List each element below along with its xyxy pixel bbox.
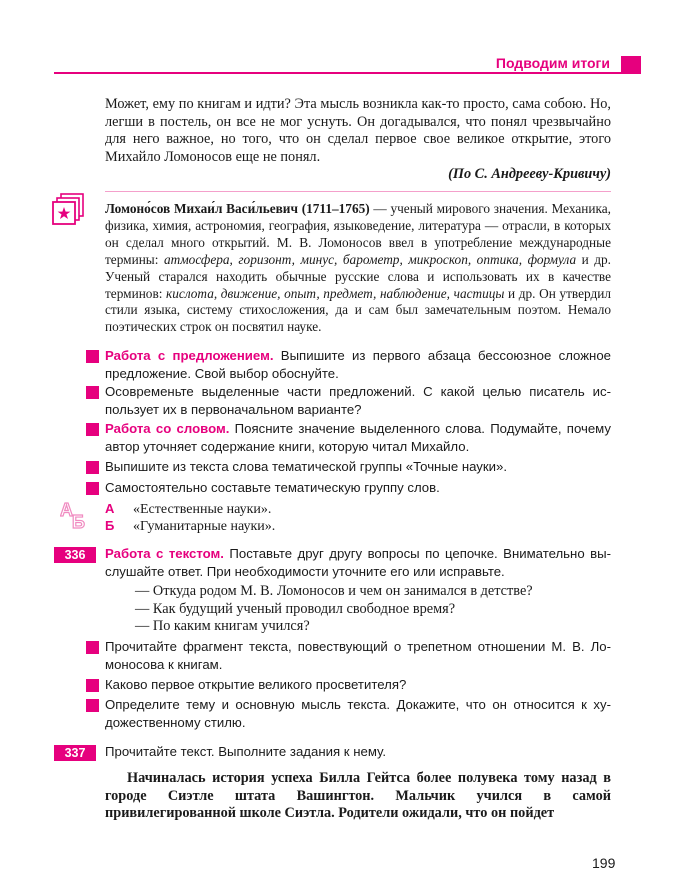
info-text-3: и др. Он утвердил стили языка, систему стихосложения, да и сам был замечательным поэтом. Немало поэтических строк он посвятил науке.	[105, 285, 611, 335]
info-divider	[105, 191, 611, 192]
task-item	[105, 479, 611, 497]
task-item	[105, 676, 611, 694]
dialog-questions	[135, 583, 615, 636]
task-text: Выпишите из первого абзаца бессоюзное сложное предложение. Свой выбор обоснуйте.	[105, 348, 611, 381]
task-item	[105, 638, 611, 673]
attribution: (По С. Андрееву-Кривичу)	[448, 166, 611, 183]
option-letter: Б	[105, 518, 115, 533]
task-text: Определите тему и основную мысль текста. Докажите, что он относится к художественному стилю.	[105, 697, 611, 730]
task-bullet	[86, 641, 99, 654]
task-bullet	[86, 386, 99, 399]
dialog-line: — Откуда родом М. В. Ломоносов и чем он занимался в детстве?	[135, 583, 533, 599]
task-bullet	[86, 423, 99, 436]
story-text-block	[105, 770, 611, 823]
terms-international: атмосфера, горизонт, минус, барометр, микроскоп, оптика, формула	[163, 251, 577, 267]
task-bullet	[86, 350, 99, 363]
option-b	[105, 517, 275, 535]
svg-text:А: А	[60, 500, 73, 520]
exercise-336-instruction	[105, 545, 611, 580]
dialog-line: — По каким книгам учился?	[135, 618, 310, 635]
task-text: Самостоятельно составьте тематическую группу слов.	[105, 480, 440, 495]
intro-paragraph: Может, ему по книгам и идти? Эта мысль возникла как-то просто, сама собою. Но, легши в постель, он все не мог уснуть. Он догадывался, что понял чрезвычайно для него важное, но того, что он сделал первое свое великое открытие, этого Михайло Ломоносов еще не понял.	[105, 96, 611, 165]
option-a	[105, 500, 271, 518]
reference-book-icon	[52, 193, 86, 227]
task-text: Прочитайте фрагмент текста, повествующий о трепетном отношении М. В. Ломоносова к книгам.	[105, 639, 611, 672]
story-paragraph: Начиналась история успеха Билла Гейтса более полувека тому назад в городе Сиэтле штата Вашингтон. Мальчик учился в самой привилегированной школе Сиэтла. Родители ожидали, что он пойдет	[105, 770, 611, 822]
svg-text:Б: Б	[72, 512, 85, 529]
person-name: Ломоно́сов Михаи́л Васи́льевич (1711–1765)	[105, 201, 370, 216]
exercise-number: 336	[54, 547, 96, 563]
exercise-337-instruction	[105, 743, 611, 761]
terms-russian: кислота, движение, опыт, предмет, наблюдение, частицы	[166, 285, 505, 301]
info-text-block	[105, 201, 611, 336]
task-item	[105, 696, 611, 731]
task-text: Прочитайте текст. Выполните задания к нему.	[105, 744, 386, 759]
task-text: Поставьте друг другу вопросы по цепочке. Внимательно выслушайте ответ. При необходимости уточните его или исправьте.	[105, 546, 611, 579]
task-item	[105, 458, 611, 476]
page-number: 199	[592, 855, 616, 871]
task-item	[105, 420, 611, 455]
task-text: Выпишите из текста слова тематической группы «Точные науки».	[105, 459, 508, 474]
task-bullet	[86, 699, 99, 712]
task-bullet	[86, 679, 99, 692]
info-text-1: — ученый мирового значения. Механика, физика, химия, астрономия, география, языковедение, литература — отрасли, в которых он сделал много открытий. М. В. Ломоносов ввел в употребление международные термины:	[105, 201, 611, 267]
task-label: Работа со словом.	[105, 421, 230, 436]
task-bullet	[86, 461, 99, 474]
ab-letters-icon	[60, 499, 90, 529]
section-title: Подводим итоги	[495, 55, 610, 71]
intro-text-block	[105, 96, 611, 184]
task-bullet	[86, 482, 99, 495]
task-label: Работа с текстом.	[105, 546, 224, 561]
dialog-line: — Как будущий ученый проводил свободное время?	[135, 600, 456, 617]
task-text: Каково первое открытие великого просветителя?	[105, 677, 407, 692]
exercise-number: 337	[54, 745, 96, 761]
task-text: Осовременьте выделенные части предложений. С какой целью писатель использует их в первоначальном варианте?	[105, 384, 611, 417]
task-text: Поясните значение выделенного слова. Подумайте, почему автор уточняет содержание книги, которую читал Михайло.	[105, 421, 611, 454]
info-paragraph	[105, 201, 611, 336]
option-text: «Гуманитарные науки».	[133, 519, 276, 534]
info-text-2: и др. Ученый старался находить обычные русские слова и использовать их в качестве терминов:	[105, 251, 611, 301]
option-text: «Естественные науки».	[133, 502, 272, 517]
option-letter: А	[105, 501, 115, 516]
task-item	[105, 383, 611, 418]
header-rule	[54, 72, 640, 74]
task-item	[105, 347, 611, 382]
task-label: Работа с предложением.	[105, 348, 274, 363]
